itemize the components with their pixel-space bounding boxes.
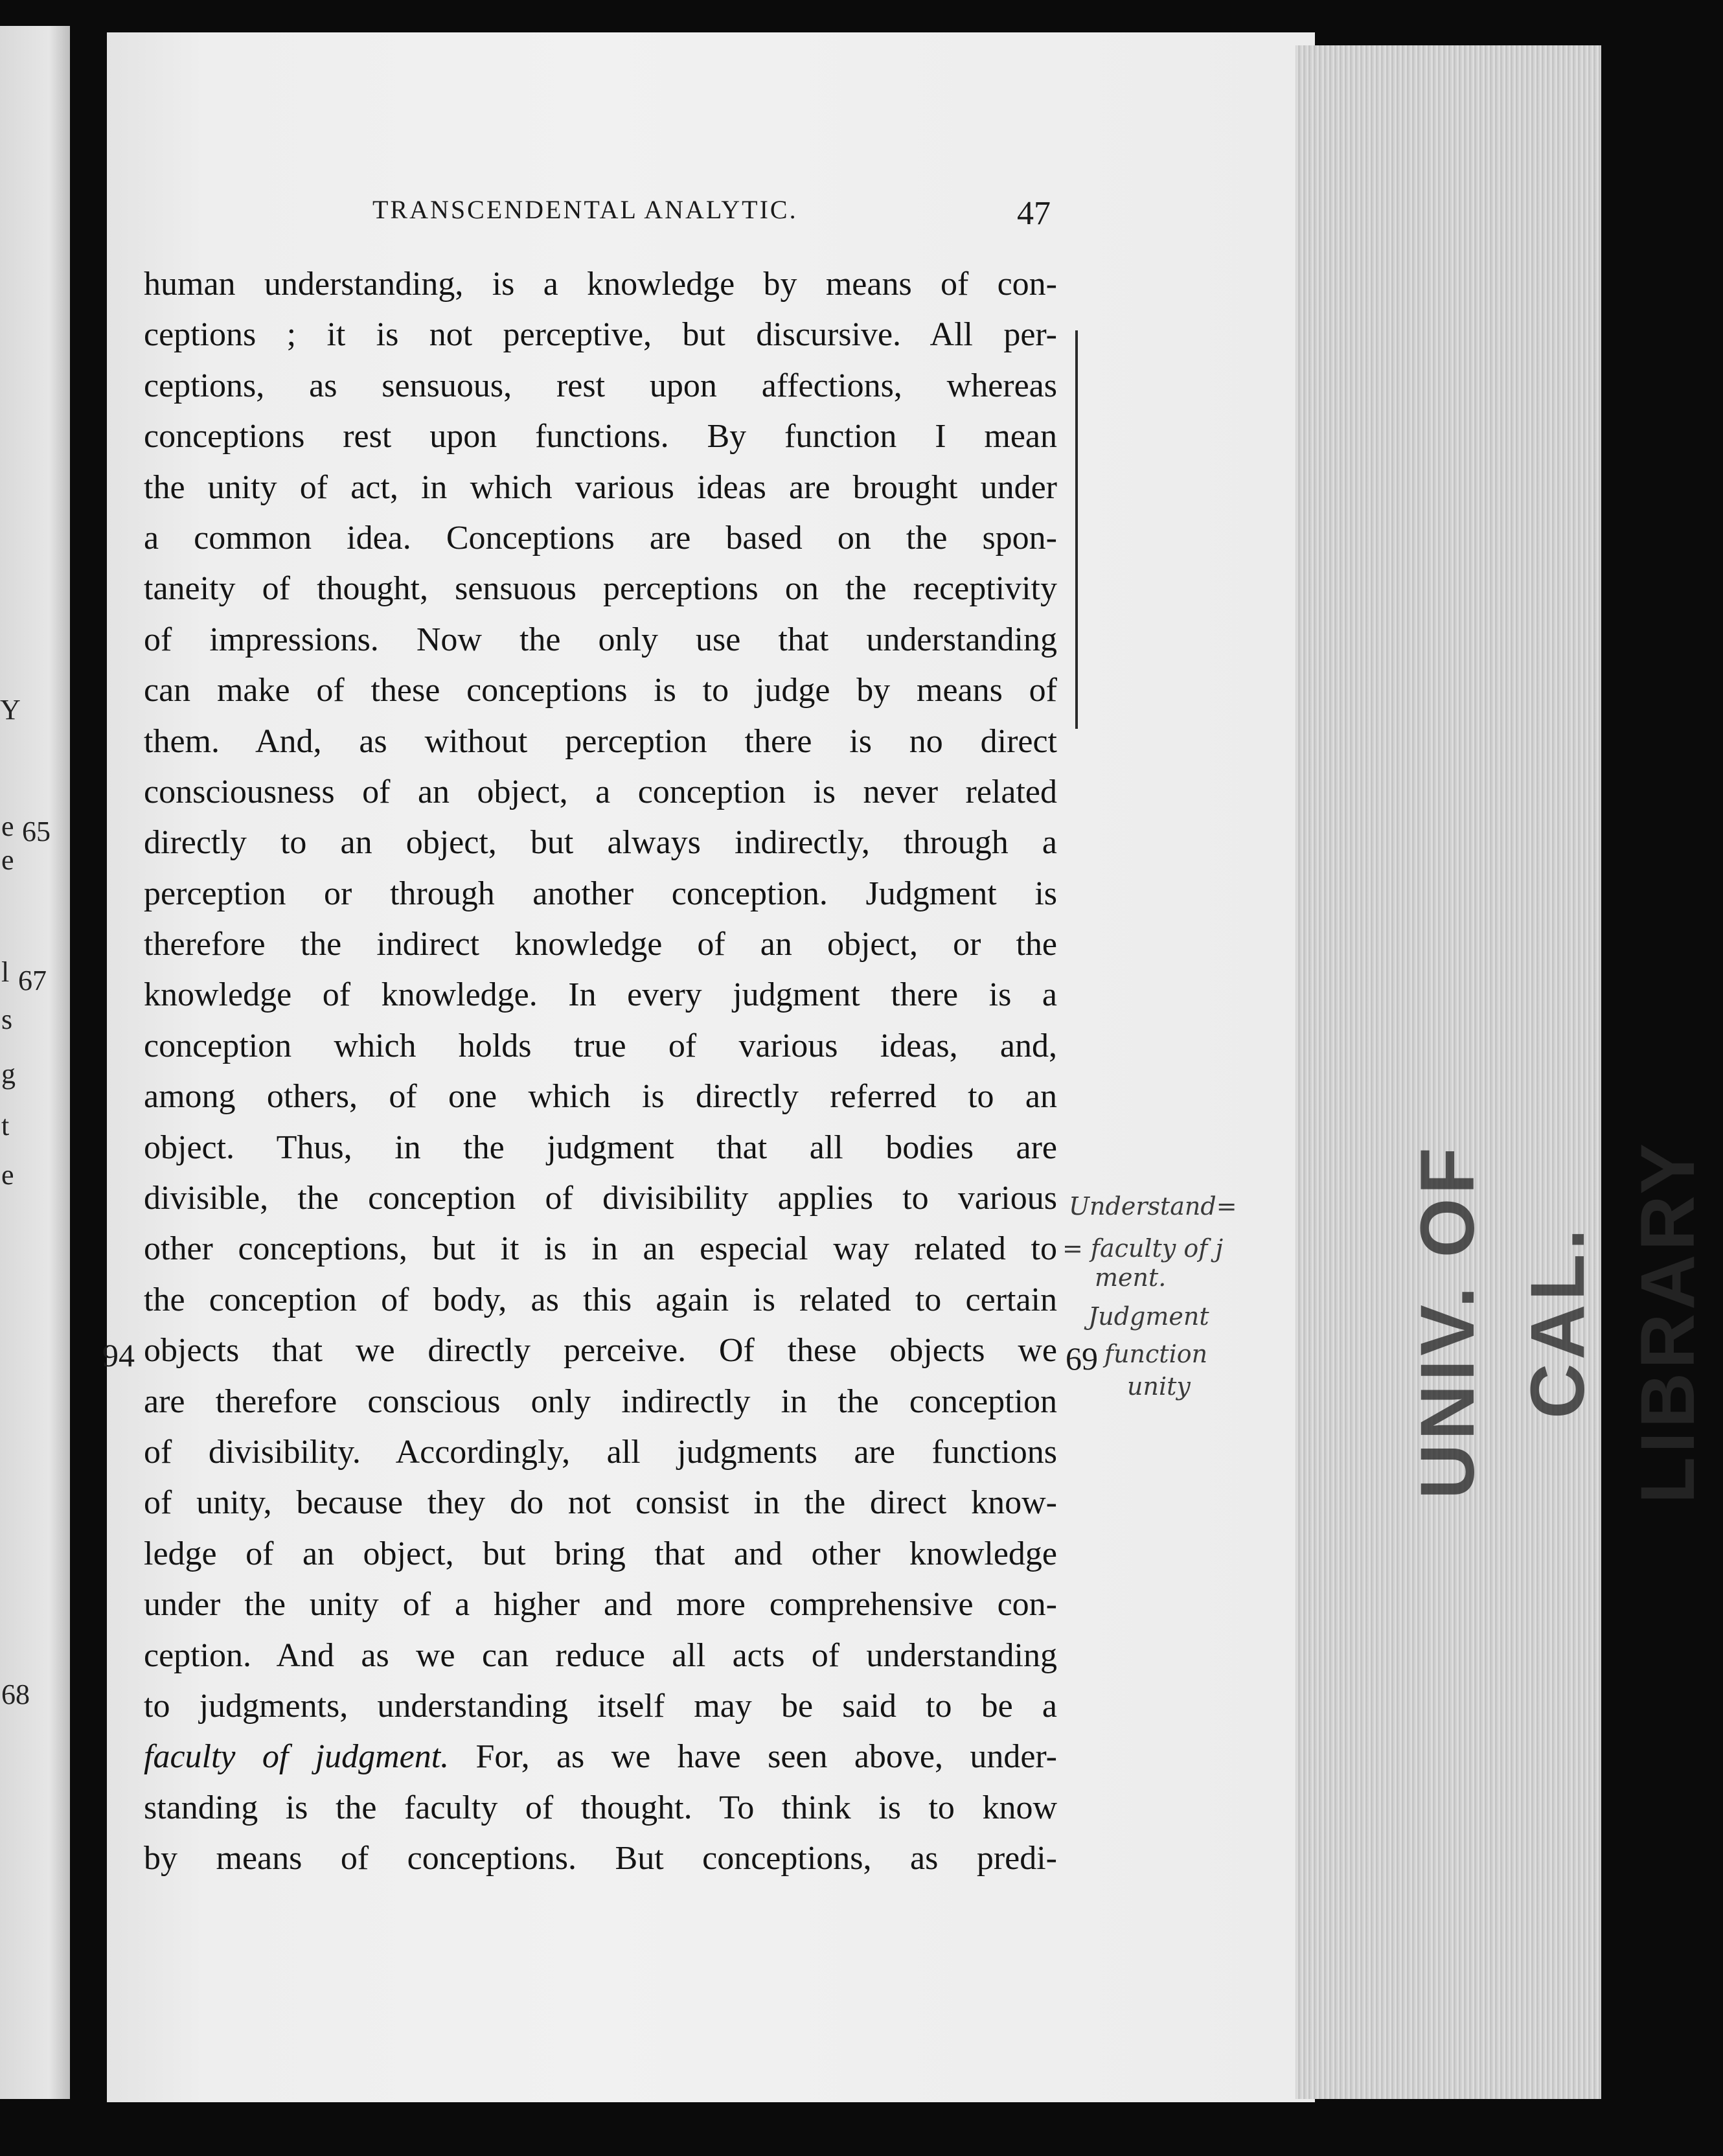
text-line: knowledge of knowledge. In every judgment there is a [144,976,1057,1014]
margin-fragment: Y [0,694,21,726]
margin-fragment: g [1,1058,16,1090]
handwritten-note: = faculty of j [1062,1234,1224,1263]
text-line: among others, of one which is directly referred to an [144,1078,1057,1116]
margin-fragment: 65 [22,816,51,847]
text-line: are therefore conscious only indirectly in the conception [144,1382,1057,1420]
text-line: under the unity of a higher and more comprehensive con- [144,1586,1057,1623]
margin-fragment: l [1,956,10,988]
text-line: human understanding, is a knowledge by means of con- [144,266,1057,303]
italic-phrase: faculty of judgment. [144,1738,450,1776]
text-line: can make of these conceptions is to judge by means of [144,672,1057,709]
handwritten-note: Understand= [1069,1192,1237,1221]
text-line: object. Thus, in the judgment that all bodies are [144,1129,1057,1166]
margin-fragment: e [1,844,14,876]
facing-page-edge [0,26,70,2099]
page-number: 47 [1017,195,1051,232]
margin-fragment: s [1,1003,13,1035]
handwritten-note: Judgment [1088,1302,1209,1331]
text-line: therefore the indirect knowledge of an object, or the [144,926,1057,963]
margin-fragment: 68 [1,1679,30,1710]
text-line: consciousness of an object, a conception is never related [144,773,1057,810]
margin-fragment: t [1,1110,10,1141]
text-line: of divisibility. Accordingly, all judgments are functions [144,1433,1057,1471]
text-line: objects that we directly perceive. Of these objects we [144,1332,1057,1370]
text-line: the conception of body, as this again is related to certain [144,1281,1057,1318]
text-line: by means of conceptions. But conceptions, as predi- [144,1840,1057,1877]
margin-pencil-rule [1075,330,1078,729]
text-line: conceptions rest upon functions. By function I mean [144,418,1057,455]
body-text [144,259,1057,1885]
text-line: conception which holds true of various ideas, and, [144,1027,1057,1064]
text-line: divisible, the conception of divisibility applies to various [144,1180,1057,1217]
handwritten-note: unity [1127,1372,1191,1401]
margin-number-left: 94 [102,1337,135,1373]
text-line: other conceptions, but it is in an especial way related to [144,1230,1057,1268]
margin-fragment: e [1,1159,14,1191]
text-line-rest: For, as we have seen above, under- [449,1738,1057,1776]
text-line: ceptions ; it is not perceptive, but discursive. All per- [144,316,1057,354]
text-line-italic [144,1732,1057,1782]
text-line: ception. And as we can reduce all acts of understanding [144,1636,1057,1674]
margin-fragment: 67 [18,965,47,996]
text-line: them. And, as without perception there is no direct [144,722,1057,760]
text-line: perception or through another conception. Judgment is [144,875,1057,912]
margin-fragment: e [1,810,14,842]
text-line: standing is the faculty of thought. To think is to know [144,1789,1057,1826]
library-stamp: UNIV. OF CAL. LIBRARY [1405,1139,1711,1504]
text-line: ledge of an object, but bring that and other knowledge [144,1535,1057,1572]
page-edges [1295,45,1711,2099]
handwritten-note: ment. [1095,1263,1167,1292]
text-line: of unity, because they do not consist in the direct know- [144,1484,1057,1522]
handwritten-note: function [1104,1340,1208,1368]
running-header: TRANSCENDENTAL ANALYTIC. [372,195,798,224]
text-line: ceptions, as sensuous, rest upon affections, whereas [144,367,1057,404]
text-line: a common idea. Conceptions are based on the spon- [144,519,1057,556]
margin-number-right: 69 [1066,1340,1098,1377]
text-line: the unity of act, in which various ideas are brought under [144,468,1057,506]
text-line: to judgments, understanding itself may be said to be a [144,1687,1057,1725]
text-line: of impressions. Now the only use that understanding [144,621,1057,658]
text-line: taneity of thought, sensuous perceptions on the receptivity [144,570,1057,608]
text-line: directly to an object, but always indirectly, through a [144,824,1057,862]
